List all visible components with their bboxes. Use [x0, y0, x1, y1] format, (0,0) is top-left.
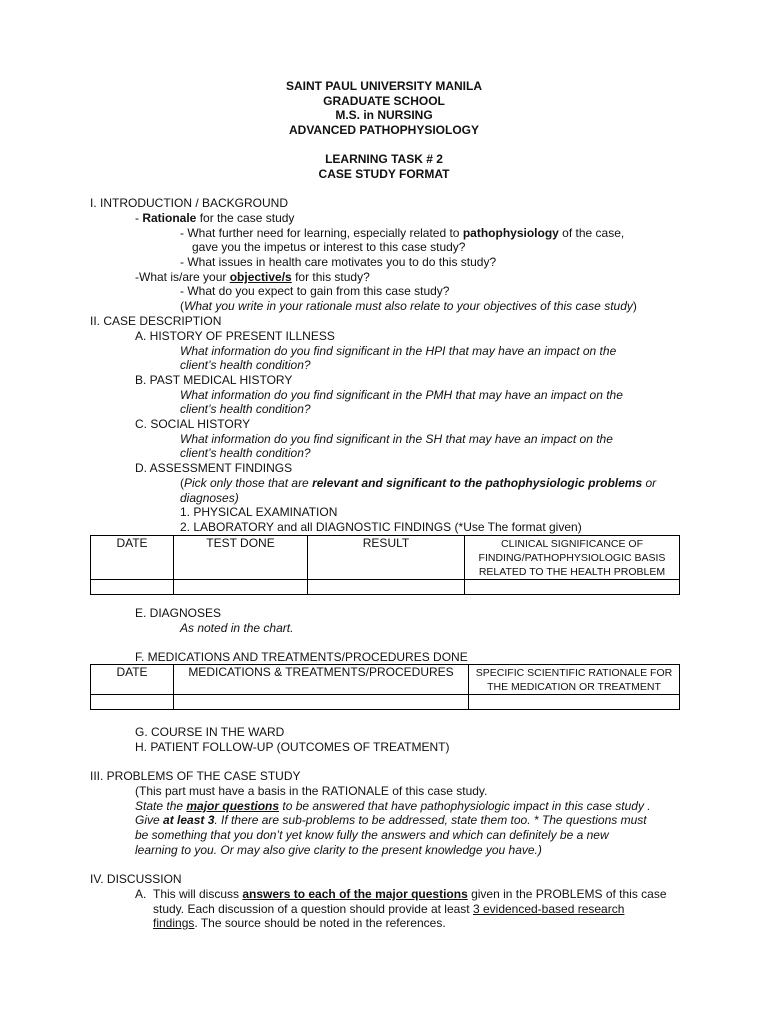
problems-l2-a: State the [135, 799, 187, 813]
discussion-line-1 [153, 887, 667, 902]
objective-line [135, 270, 370, 285]
note-close: ) [632, 299, 637, 313]
diagnoses-note: As noted in the chart. [180, 621, 294, 635]
lab-findings-label: 2. LABORATORY and all DIAGNOSTIC FINDINGS (*Use The format given) [180, 520, 582, 534]
problems-line-3 [135, 813, 647, 828]
task-title: LEARNING TASK # 2 [325, 152, 443, 166]
q1-part-a: - What further need for learning, especially related to [180, 226, 463, 240]
assessment-open: ( [180, 476, 184, 490]
program-name: M.S. in NURSING [335, 108, 433, 122]
follow-up-label: H. PATIENT FOLLOW-UP (OUTCOMES OF TREATMENT) [135, 740, 450, 754]
clinical-line-1: CLINICAL SIGNIFICANCE OF [501, 538, 643, 550]
table-cell [308, 580, 465, 595]
rationale-question-1 [180, 226, 624, 241]
pmh-label: B. PAST MEDICAL HISTORY [135, 373, 293, 387]
table-cell [91, 695, 174, 710]
major-questions: major questions [186, 799, 280, 813]
format-title: CASE STUDY FORMAT [318, 167, 450, 181]
physical-exam-label: 1. PHYSICAL EXAMINATION [180, 505, 338, 519]
school-name: SAINT PAUL UNIVERSITY MANILA [285, 79, 482, 93]
discussion-answers: answers to each of the major questions [242, 887, 468, 901]
rationale-dash: - [135, 211, 143, 225]
problems-line-5: learning to you. Or may also give clarity to the present knowledge you have.) [135, 843, 542, 857]
col-header-clinical-significance [465, 536, 680, 580]
col-header-medications: MEDICATIONS & TREATMENTS/PROCEDURES [174, 665, 469, 695]
objective-question: - What do you expect to gain from this case study? [180, 284, 450, 298]
discussion-line-2 [153, 902, 624, 917]
assessment-bold: relevant and significant to the pathophysiologic problems [312, 476, 643, 490]
assessment-italic-2: or [642, 476, 657, 490]
section-introduction-heading: I. INTRODUCTION / BACKGROUND [90, 196, 289, 210]
col-header-date: DATE [91, 536, 174, 580]
diagnoses-label: E. DIAGNOSES [135, 606, 222, 620]
table-row [91, 695, 680, 710]
hpi-label: A. HISTORY OF PRESENT ILLNESS [135, 329, 335, 343]
at-least-3: at least 3 [163, 813, 215, 827]
problems-line-2 [135, 799, 651, 814]
medications-label: F. MEDICATIONS AND TREATMENTS/PROCEDURES DONE [135, 650, 468, 664]
discussion-research: 3 evidenced-based research [472, 902, 625, 916]
rationale-question-2: - What issues in health care motivates you to do this study? [180, 255, 497, 269]
pmh-question-1: What information do you find significant in the PMH that may have an impact on the [180, 388, 623, 402]
course-name: ADVANCED PATHOPHYSIOLOGY [288, 123, 479, 137]
discussion-l1-a: This will discuss [153, 887, 243, 901]
problems-line-1: (This part must have a basis in the RATIONALE of this case study. [135, 784, 488, 798]
problems-l3-c: . If there are sub-problems to be addressed, state them too. * The questions must [214, 813, 647, 827]
assessment-note [180, 476, 656, 491]
rationale-note [180, 299, 637, 314]
lab-findings-table [90, 535, 680, 595]
q1-bold: pathophysiology [462, 226, 559, 240]
discussion-l1-b: given in the PROBLEMS of this case [467, 887, 667, 901]
discussion-l2-a: study. Each discussion of a question should provide at least [153, 902, 473, 916]
col-header-date: DATE [91, 665, 174, 695]
q1-part-b: of the case, [558, 226, 625, 240]
rationale-line-2: THE MEDICATION OR TREATMENT [487, 681, 661, 693]
clinical-line-2: FINDING/PATHOPHYSIOLOGIC BASIS [478, 552, 666, 564]
table-cell [469, 695, 680, 710]
rationale-question-1-cont: gave you the impetus or interest to this case study? [192, 240, 466, 254]
objective-part-b: for this study? [291, 270, 370, 284]
school-department: GRADUATE SCHOOL [323, 94, 445, 108]
discussion-l3-b: . The source should be noted in the references. [194, 916, 446, 930]
medications-table [90, 664, 680, 710]
section-case-description-heading: II. CASE DESCRIPTION [90, 314, 222, 328]
note-open: ( [180, 299, 184, 313]
col-header-rationale [469, 665, 680, 695]
table-cell [174, 695, 469, 710]
rationale-bold: Rationale [142, 211, 197, 225]
table-cell [91, 580, 174, 595]
problems-l3-a: Give [135, 813, 164, 827]
section-problems-heading: III. PROBLEMS OF THE CASE STUDY [90, 769, 301, 783]
rationale-line [135, 211, 294, 226]
table-row [91, 580, 680, 595]
assessment-note-cont: diagnoses) [180, 491, 239, 505]
objective-part-a: -What is/are your [135, 270, 230, 284]
social-history-label: C. SOCIAL HISTORY [135, 417, 251, 431]
col-header-test-done: TEST DONE [174, 536, 308, 580]
discussion-a-label: A. [135, 887, 147, 901]
note-italic: What you write in your rationale must also relate to your objectives of this case study [184, 299, 633, 313]
rationale-rest: for the case study [196, 211, 295, 225]
section-discussion-heading: IV. DISCUSSION [90, 872, 182, 886]
hpi-question-2: client’s health condition? [180, 358, 311, 372]
problems-l2-b: to be answered that have pathophysiologic impact in this case study . [279, 799, 651, 813]
table-header-row [91, 665, 680, 695]
pmh-question-2: client’s health condition? [180, 402, 311, 416]
course-in-ward-label: G. COURSE IN THE WARD [135, 725, 285, 739]
assessment-italic-1: Pick only those that are [184, 476, 313, 490]
table-header-row [91, 536, 680, 580]
discussion-line-3 [153, 916, 446, 931]
sh-question-2: client’s health condition? [180, 446, 311, 460]
col-header-result: RESULT [308, 536, 465, 580]
sh-question-1: What information do you find significant in the SH that may have an impact on the [180, 432, 613, 446]
problems-line-4: be something that you don’t yet know fully the answers and which can definitely be a new [135, 828, 609, 842]
rationale-line-1: SPECIFIC SCIENTIFIC RATIONALE FOR [475, 667, 673, 679]
assessment-label: D. ASSESSMENT FINDINGS [135, 461, 293, 475]
hpi-question-1: What information do you find significant in the HPI that may have an impact on the [180, 344, 617, 358]
table-cell [174, 580, 308, 595]
table-cell [465, 580, 680, 595]
discussion-findings: findings [153, 916, 195, 930]
clinical-line-3: RELATED TO THE HEALTH PROBLEM [478, 566, 666, 578]
objective-bold: objective/s [229, 270, 292, 284]
